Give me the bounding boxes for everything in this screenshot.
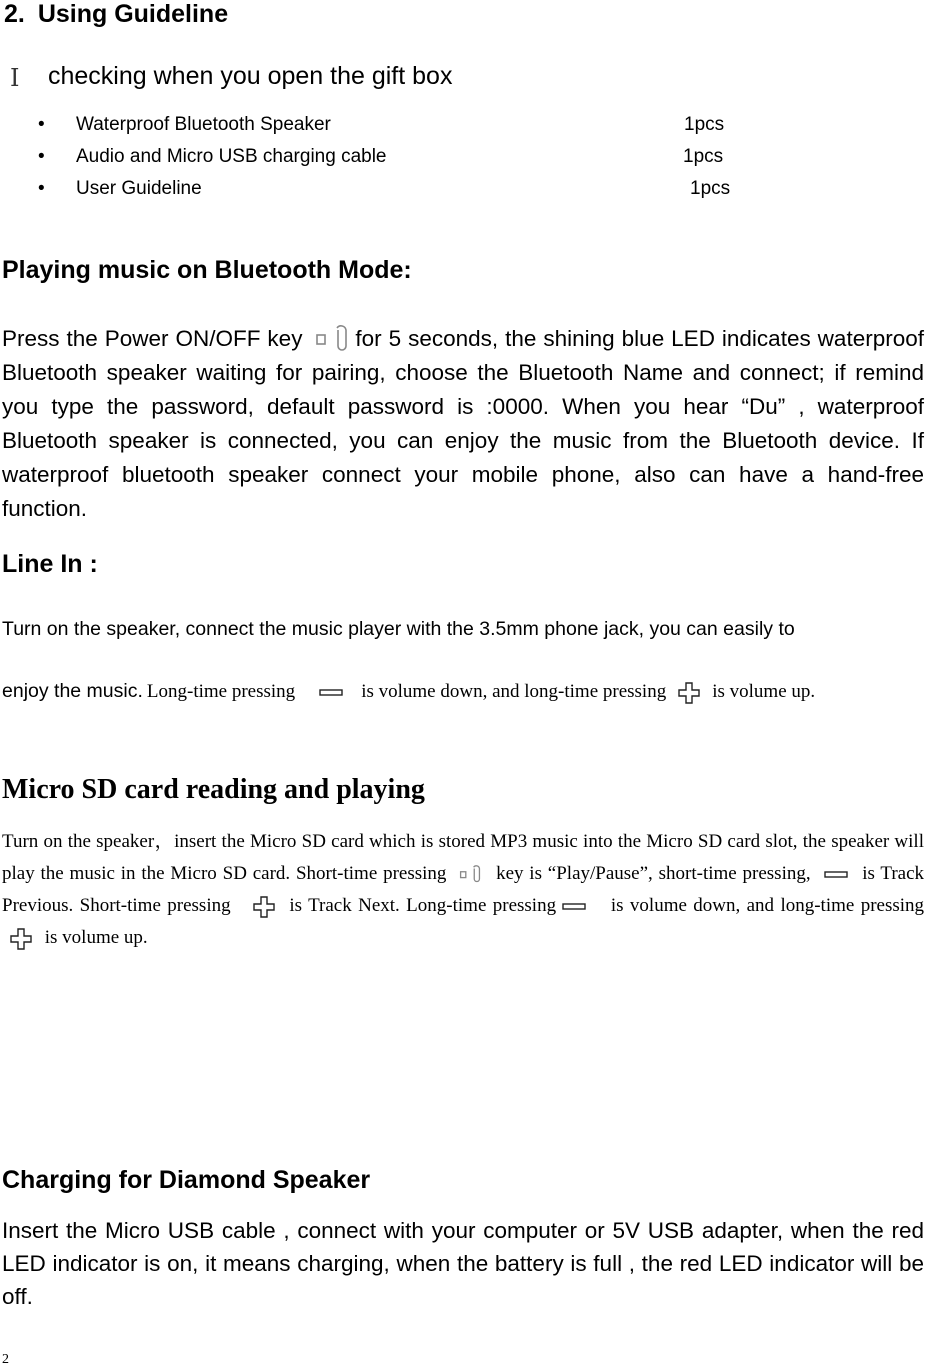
plus-button-icon [253, 896, 275, 918]
linein-heading: Line In : [2, 550, 98, 578]
linein-text-d: is volume up. [712, 681, 816, 702]
bluetooth-text-rest: for 5 seconds, the shining blue LED indicates waterproof Bluetooth speaker waiting for pairing, choose the Bluetooth Name and connect; if remind you type the password, default password is :0000. When you hear “Du” , waterproof Bluetooth speaker is connected, you can enjoy the music from the Bluetooth device. If waterproof bluetooth speaker connect your mobile phone, also can have a hand-free function. [2, 326, 924, 522]
microsd-paragraph [2, 826, 924, 954]
section-heading [4, 0, 228, 29]
checklist-heading [10, 62, 710, 96]
microsd-text-2: key is “Play/Pause”, short-time pressing, [496, 863, 811, 884]
linein-text-b: Long-time pressing [146, 681, 296, 702]
minus-button-icon [824, 869, 848, 881]
section-number: 2. [4, 0, 25, 28]
microsd-text-5: is volume down, and long-time pressing [610, 895, 925, 916]
plus-button-icon [678, 682, 700, 704]
item-qty: 1pcs [684, 114, 725, 135]
power-onoff-icon [313, 324, 353, 356]
item-qty: 1pcs [690, 178, 731, 199]
roman-numeral-marker: Ⅰ [10, 66, 20, 92]
item-name: User Guideline [76, 178, 202, 199]
bluetooth-paragraph [2, 322, 924, 526]
charging-paragraph: Insert the Micro USB cable , connect with your computer or 5V USB adapter, when the red LED indicator is on, it means charging, when the battery is full , the red LED indicator will be off. [2, 1218, 924, 1309]
list-item [38, 146, 738, 174]
microsd-text-3: is Track Previous. Short-time pressing [2, 863, 925, 916]
item-name: Audio and Micro USB charging cable [76, 146, 387, 167]
linein-text-a: enjoy the music. [2, 680, 143, 702]
linein-line-1: Turn on the speaker, connect the music player with the 3.5mm phone jack, you can easily to [2, 618, 795, 640]
microsd-text-1: Turn on the speaker，insert the Micro SD card which is stored MP3 music into the Micro SD card slot, the speaker will play the music in the Micro SD card. Short-time pressing [2, 831, 924, 884]
microsd-text-6: is volume up. [44, 927, 148, 948]
charging-heading: Charging for Diamond Speaker [2, 1166, 371, 1194]
section-title: Using Guideline [37, 0, 229, 28]
bullet: • [38, 114, 45, 135]
item-qty: 1pcs [683, 146, 724, 167]
microsd-text-4: is Track Next. Long-time pressing [289, 895, 557, 916]
bullet: • [38, 146, 45, 167]
item-name: Waterproof Bluetooth Speaker [76, 114, 331, 135]
microsd-heading: Micro SD card reading and playing [2, 774, 425, 805]
bluetooth-heading: Playing music on Bluetooth Mode: [2, 256, 412, 284]
list-item [38, 114, 738, 142]
checklist-title: checking when you open the gift box [48, 62, 453, 90]
bluetooth-text-start: Press the Power ON/OFF key [2, 326, 303, 351]
power-onoff-icon [458, 864, 484, 886]
linein-text-c: is volume down, and long-time pressing [361, 681, 667, 702]
minus-button-icon [562, 901, 586, 913]
linein-line-2 [2, 680, 924, 704]
list-item [38, 178, 738, 206]
bullet: • [38, 178, 45, 199]
page-number: 2 [2, 1352, 9, 1367]
plus-button-icon [10, 928, 32, 950]
minus-button-icon [319, 687, 343, 699]
